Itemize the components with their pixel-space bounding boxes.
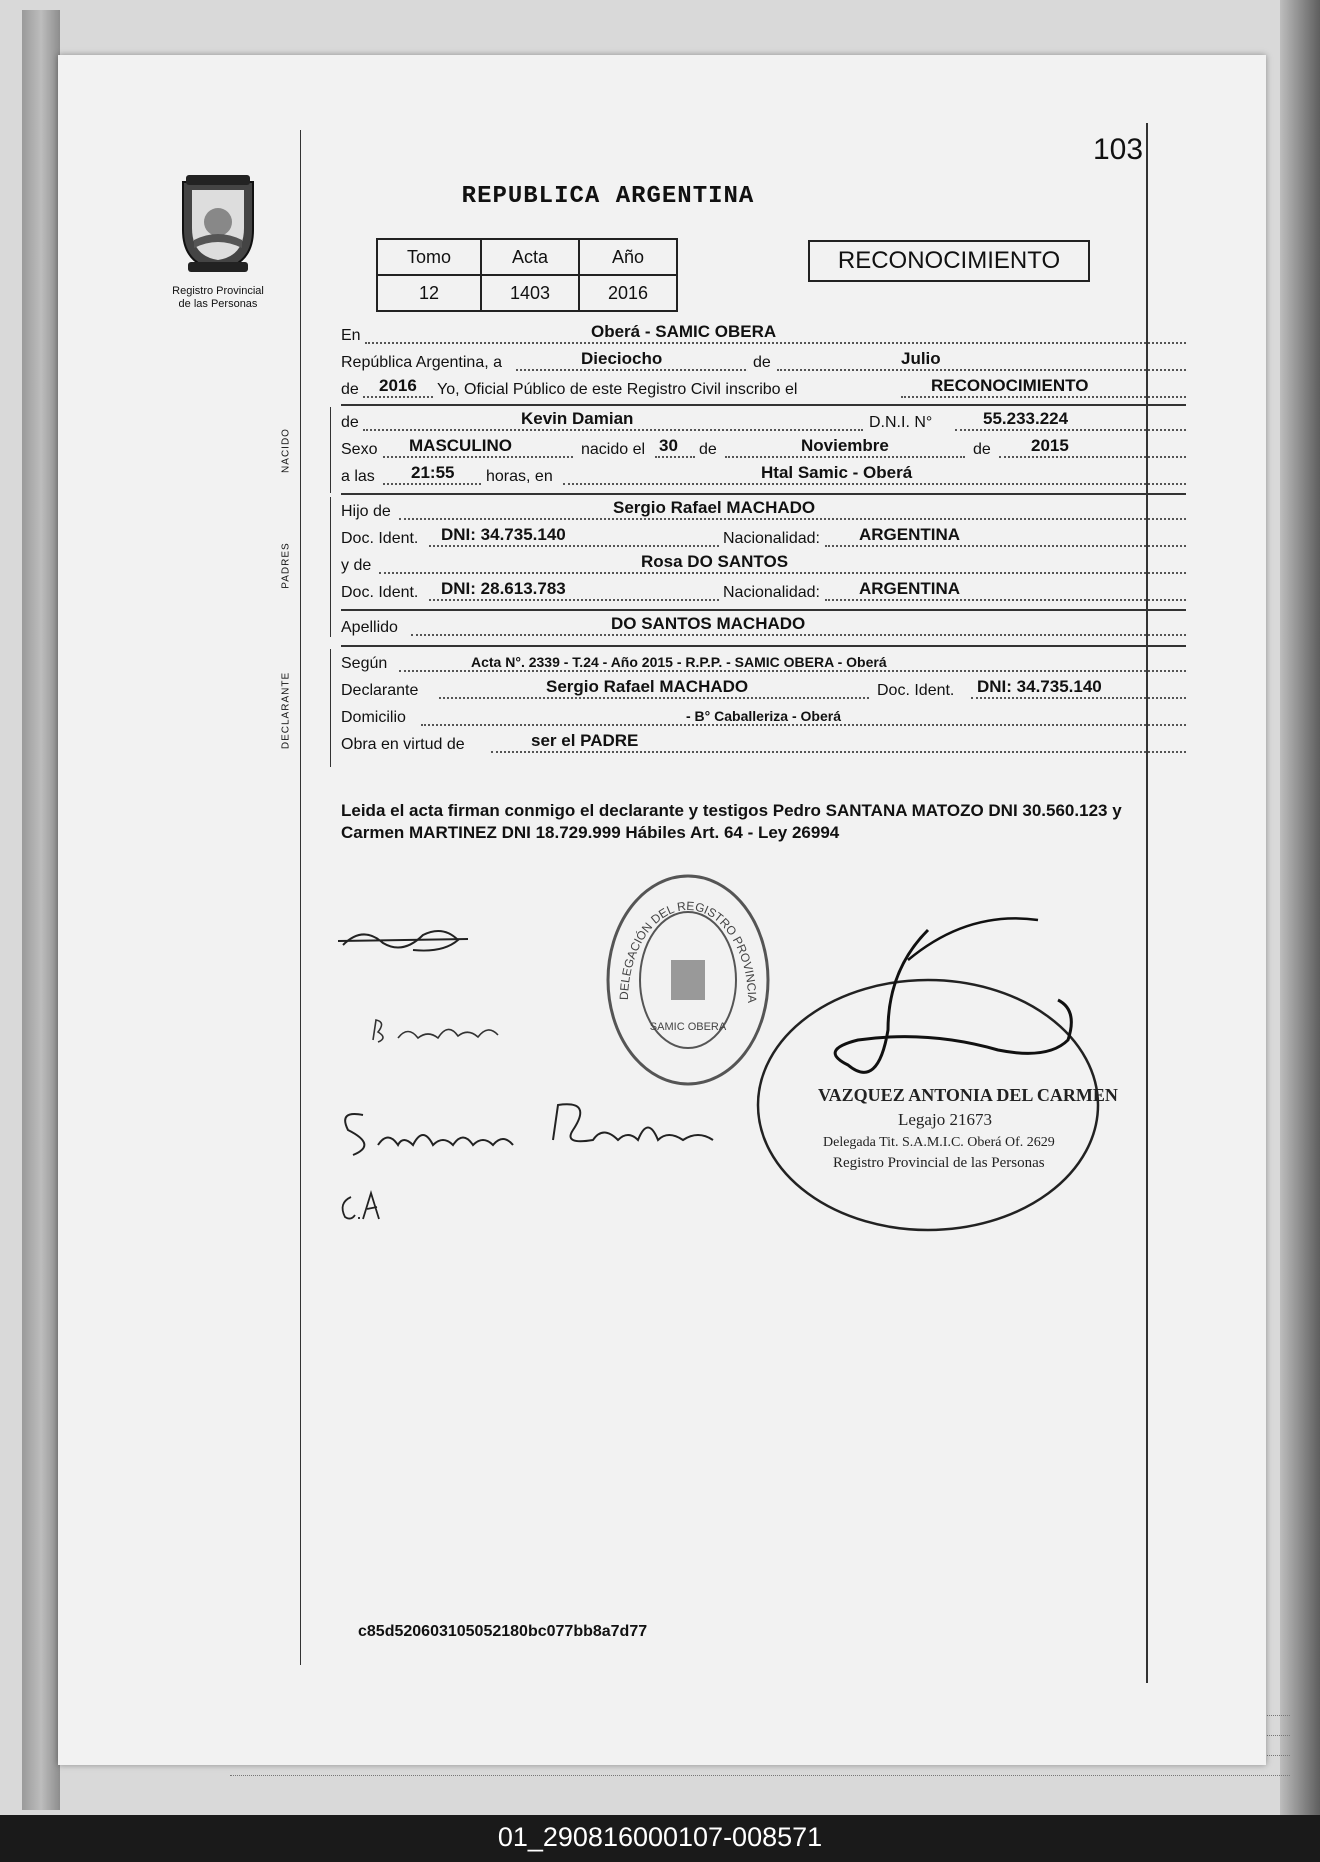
official-legajo: Legajo 21673 [898,1110,992,1129]
father-name: Sergio Rafael MACHADO [613,498,816,517]
birth-place: Htal Samic - Oberá [761,463,913,482]
declarante-doc-label: Doc. Ident. [877,682,955,699]
nacido-section-label: NACIDO [280,428,292,473]
struck-signature [333,915,473,965]
year-value: 2016 [379,376,417,395]
act-type-box: RECONOCIMIENTO [808,240,1090,282]
nacido-el-label: nacido el [581,441,646,458]
a-las-label: a las [341,468,375,485]
row-mother [341,553,1186,577]
birth-hour: 21:55 [411,463,455,482]
mother-name: Rosa DO SANTOS [641,552,789,571]
book-binding [22,10,60,1810]
republica-label: República Argentina, a [341,354,502,371]
segun-label: Según [341,655,388,672]
child-dni: 55.233.224 [983,409,1069,428]
apellido-value: DO SANTOS MACHADO [611,614,806,633]
row-domicilio [341,705,1186,729]
row-en [341,323,1186,347]
witness-signature-santana [333,1085,753,1165]
official-signature-area [748,890,1128,1240]
inscribo-text: Yo, Oficial Público de este Registro Civil inscribo el [437,381,798,398]
horas-en-label: horas, en [486,468,553,485]
mother-nac-label: Nacionalidad: [723,584,820,601]
row-obra [341,732,1186,756]
row-inscribo [341,377,1186,401]
en-value: Oberá - SAMIC OBERA [591,322,777,341]
page-shadow [1280,0,1320,1815]
row-apellido [341,615,1186,639]
declarante-signature [368,1010,518,1050]
acta-header: Acta [481,239,579,275]
acta-value: 1403 [481,275,579,311]
nacido-de-label: de [341,414,359,431]
birth-month: Noviembre [801,436,889,455]
tomo-header: Tomo [377,239,481,275]
declarante-doc: DNI: 34.735.140 [977,677,1102,696]
row-declarante [341,678,1186,702]
inscribo-value: RECONOCIMIENTO [931,376,1089,395]
obra-value: ser el PADRE [531,731,639,750]
segun-value: Acta N°. 2339 - T.24 - Año 2015 - R.P.P. - SAMIC OBERA - Oberá [471,654,887,670]
mother-doc-label: Doc. Ident. [341,584,419,601]
misiones-seal [168,170,268,275]
y-de-label: y de [341,557,372,574]
row-father-doc [341,526,1186,550]
row-mother-doc [341,580,1186,604]
divider-2 [341,493,1186,495]
row-father [341,499,1186,523]
anio-value: 2016 [579,275,677,311]
nacido-bracket [330,407,331,493]
obra-label: Obra en virtud de [341,736,465,753]
apellido-label: Apellido [341,619,398,636]
witness-signature-initials [333,1185,403,1225]
month-value: Julio [901,349,941,368]
official-role: Delegada Tit. S.A.M.I.C. Oberá Of. 2629 [823,1135,1055,1150]
declarante-name: Sergio Rafael MACHADO [546,677,749,696]
father-doc-label: Doc. Ident. [341,530,419,547]
padres-section-label: PADRES [280,542,292,589]
row-nacido-sexo [341,437,1186,461]
child-name: Kevin Damian [521,409,634,428]
book-reference-table [376,238,678,312]
de-label-2: de [699,441,717,458]
father-nationality: ARGENTINA [859,525,961,544]
stamp-outer-text: DELEGACIÓN DEL REGISTRO PROVINCIA [616,898,760,1004]
closing-statement: Leida el acta firman conmigo el declarante y testigos Pedro SANTANA MATOZO DNI 30.560.123 y Carmen MARTINEZ DNI 18.729.999 Hábiles Art. 64 - Ley 26994 [341,801,1122,842]
en-label: En [341,327,361,344]
registry-caption [148,285,288,311]
padres-bracket [330,497,331,637]
declarante-section-label: DECLARANTE [280,671,292,750]
row-nacido-hora [341,464,1186,488]
sexo-value: MASCULINO [409,436,512,455]
page-number: 103 [1093,133,1144,166]
birth-year: 2015 [1031,436,1069,455]
mother-doc: DNI: 28.613.783 [441,579,566,598]
registry-line-2: de las Personas [178,298,258,310]
anio-header: Año [579,239,677,275]
mother-nationality: ARGENTINA [859,579,961,598]
sexo-label: Sexo [341,441,378,458]
year-label: de [341,381,359,398]
birth-day: 30 [659,436,678,455]
domicilio-label: Domicilio [341,709,406,726]
document-title: REPUBLICA ARGENTINA [461,183,755,210]
official-registry: Registro Provincial de las Personas [833,1155,1045,1171]
row-segun [341,651,1186,675]
day-value: Dieciocho [581,349,663,368]
divider-1 [341,404,1186,406]
de-label: de [753,354,771,371]
declarante-label: Declarante [341,682,419,699]
image-id-label: 01_290816000107-008571 [497,1822,823,1852]
divider-3 [341,609,1186,611]
official-name: VAZQUEZ ANTONIA DEL CARMEN [818,1085,1118,1105]
declarante-bracket [330,649,331,767]
father-doc: DNI: 34.735.140 [441,525,566,544]
domicilio-value: - B° Caballeriza - Oberá [686,708,841,724]
document-sheet [58,55,1266,1765]
left-margin-line [300,130,301,1665]
registry-line-1: Registro Provincial [172,285,264,297]
father-nac-label: Nacionalidad: [723,530,820,547]
document-hash: c85d520603105052180bc077bb8a7d77 [358,1623,648,1640]
tomo-value: 12 [377,275,481,311]
stamp-inner-text: SAMIC OBERA [649,1021,727,1033]
de-label-3: de [973,441,991,458]
divider-4 [341,645,1186,647]
row-republica [341,350,1186,374]
hijo-de-label: Hijo de [341,503,391,520]
dni-label: D.N.I. N° [869,414,933,431]
row-nacido-name [341,410,1186,434]
